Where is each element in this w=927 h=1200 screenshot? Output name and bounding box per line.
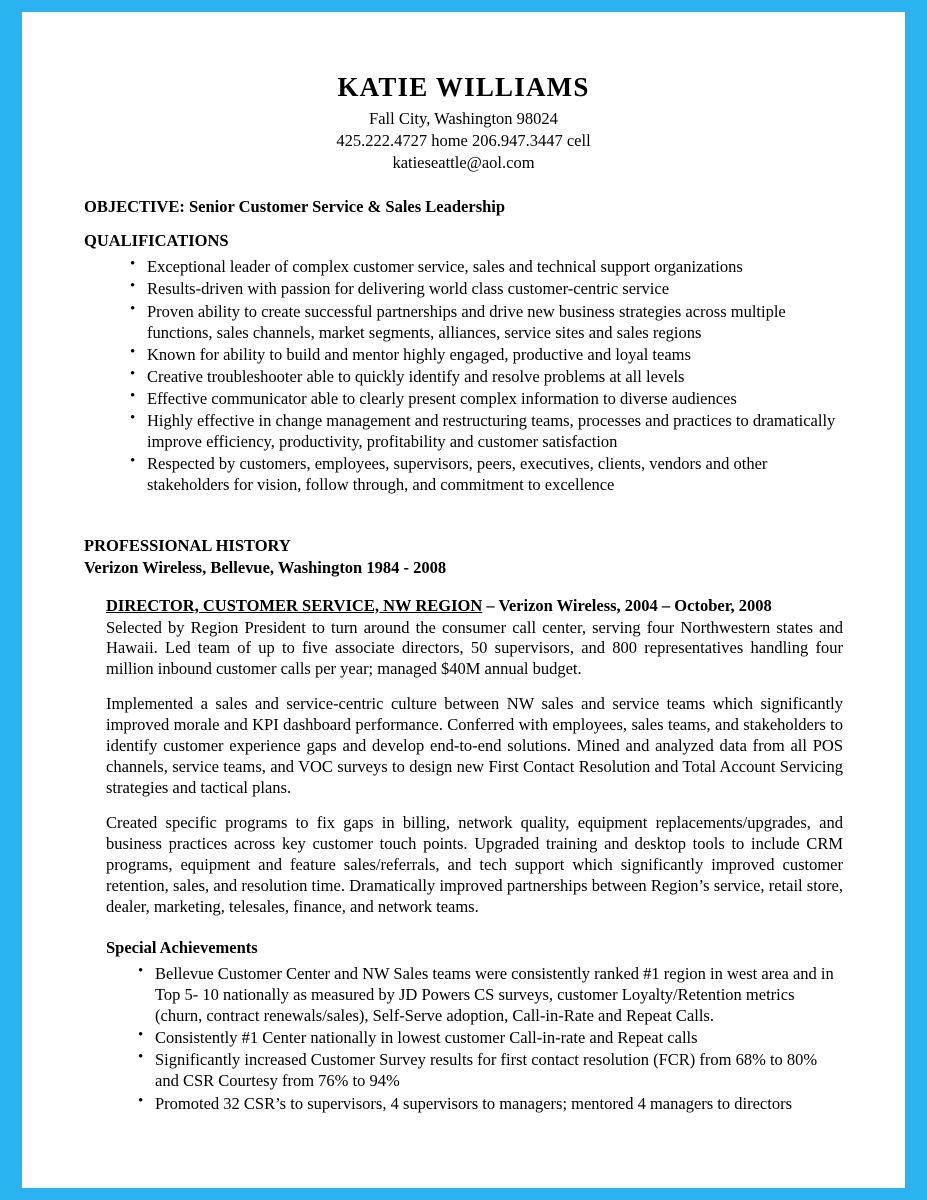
employer-line: Verizon Wireless, Bellevue, Washington 1984 - 2008 (84, 557, 447, 577)
list-item: • Bellevue Customer Center and NW Sales teams were consistently ranked #1 region in west area and in Top 5- 10 nationally as measured by JD Powers CS surveys, customer Loyalty/Retention metrics (churn, contract renewals/sales), Self-Serve adoption, Call-in-Rate and Repeat Calls. (138, 963, 843, 1026)
job-entry (106, 596, 843, 1114)
list-item: • Effective communicator able to clearly present complex information to diverse audiences (130, 388, 843, 409)
job-role: DIRECTOR, CUSTOMER SERVICE, NW REGION (106, 595, 483, 615)
list-item: • Known for ability to build and mentor highly engaged, productive and loyal teams (130, 344, 843, 365)
resume-page (22, 12, 905, 1188)
job-paragraph: Created specific programs to fix gaps in billing, network quality, equipment replacements/upgrades, and business practices across key customer touch points. Upgraded training and desktop tools to include CRM programs, equipment and feature sales/referrals, and tech support which significantly improved customer retention, sales, and resolution time. Dramatically improved partnerships between Region’s service, retail store, dealer, marketing, telesales, finance, and network teams. (106, 813, 843, 916)
job-heading (106, 596, 843, 616)
qualifications-title: QUALIFICATIONS (84, 231, 229, 251)
list-item: • Creative troubleshooter able to quickly identify and resolve problems at all levels (130, 366, 843, 387)
resume-header (84, 72, 843, 173)
list-item: • Respected by customers, employees, supervisors, peers, executives, clients, vendors and other stakeholders for vision, follow through, and commitment to excellence (130, 453, 843, 495)
job-paragraph: Implemented a sales and service-centric culture between NW sales and service teams which significantly improved morale and KPI dashboard performance. Conferred with employees, sales teams, and stakeholders to identify customer experience gaps and develop end-to-end solutions. Mined and analyzed data from all POS channels, service teams, and VOC surveys to design new First Contact Resolution and Total Account Servicing strategies and tactical plans. (106, 694, 843, 798)
list-item: • Consistently #1 Center nationally in lowest customer Call-in-rate and Repeat calls (138, 1027, 843, 1048)
list-item: • Proven ability to create successful partnerships and drive new business strategies across multiple functions, sales channels, market segments, alliances, service sites and sales regions (130, 301, 843, 343)
special-achievements-list (106, 963, 843, 1114)
candidate-address: Fall City, Washington 98024 (369, 109, 558, 128)
job-meta: – Verizon Wireless, 2004 – October, 2008 (486, 595, 772, 615)
candidate-name: KATIE WILLIAMS (337, 72, 590, 102)
list-item: • Results-driven with passion for delivering world class customer-centric service (130, 278, 843, 299)
professional-history-title: PROFESSIONAL HISTORY (84, 535, 291, 555)
qualifications-list (84, 256, 843, 495)
objective-value: Senior Customer Service & Sales Leadership (188, 197, 506, 217)
list-item: • Highly effective in change management and restructuring teams, processes and practices to dramatically improve efficiency, productivity, profitability and customer satisfaction (130, 410, 843, 452)
list-item: • Promoted 32 CSR’s to supervisors, 4 supervisors to managers; mentored 4 managers to directors (138, 1093, 843, 1114)
candidate-email: katieseattle@aol.com (392, 152, 535, 172)
professional-history-section (84, 536, 843, 1114)
objective-label: OBJECTIVE: (84, 197, 185, 217)
list-item: • Exceptional leader of complex customer service, sales and technical support organizations (130, 256, 843, 277)
candidate-phones: 425.222.4727 home 206.947.3447 cell (336, 130, 591, 150)
objective-section (84, 197, 843, 217)
job-paragraph: Selected by Region President to turn around the consumer call center, serving four Northwestern states and Hawaii. Led team of up to five associate directors, 50 supervisors, and 800 representatives handling four million inbound customer calls per year; managed $40M annual budget. (106, 617, 843, 679)
special-achievements-title: Special Achievements (106, 937, 258, 957)
list-item: • Significantly increased Customer Survey results for first contact resolution (FCR) from 68% to 80% and CSR Courtesy from 76% to 94% (138, 1049, 843, 1091)
